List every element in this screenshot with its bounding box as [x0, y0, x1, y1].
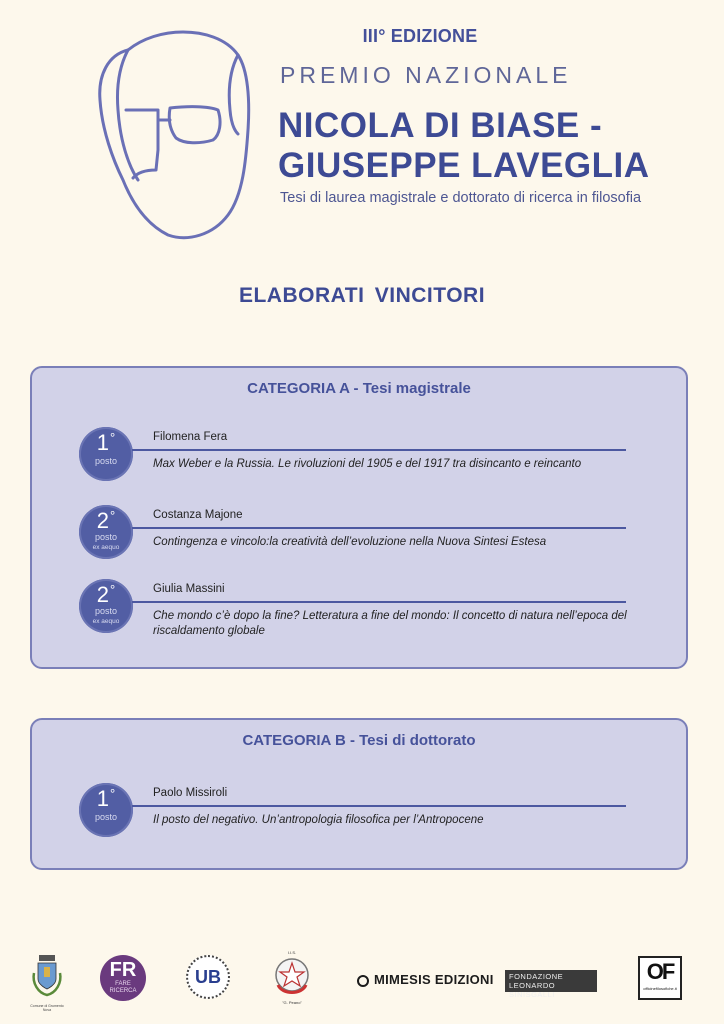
prize-title-line2: GIUSEPPE LAVEGLIA: [278, 146, 650, 185]
winner-name: Paolo Missiroli: [153, 787, 228, 799]
university-logo: UB: [186, 955, 230, 999]
winner-name: Giulia Massini: [153, 583, 225, 595]
comune-logo: [30, 953, 64, 1012]
divider: [132, 449, 626, 451]
coat-of-arms-icon: [30, 953, 64, 999]
header: [0, 0, 724, 250]
ex-aequo-label: ex aequo: [92, 618, 120, 625]
posto-label: posto: [94, 532, 118, 542]
mimesis-logo: MIMESIS EDIZIONI: [357, 972, 494, 987]
category-a-card: [30, 366, 688, 669]
winner-name: Costanza Majone: [153, 509, 243, 521]
place-number: 2: [96, 582, 110, 607]
category-title: CATEGORIA A - Tesi magistrale: [247, 380, 471, 397]
place-badge: 2° posto ex aequo: [79, 505, 133, 559]
divider: [132, 527, 626, 529]
thesis-title: Il posto del negativo. Un’antropologia filosofica per l’Antropocene: [153, 814, 484, 826]
thesis-title: Contingenza e vincolo:la creatività dell’evoluzione nella Nuova Sintesi Estesa: [153, 536, 547, 548]
place-number: 1: [96, 786, 110, 811]
italian-emblem-icon: [272, 955, 312, 999]
section-title: ELABORATI VINCITORI: [238, 284, 486, 307]
place-badge: 1° posto: [79, 783, 133, 837]
comune-caption: Comune di Grumento Nova: [30, 1004, 64, 1012]
place-number: 2: [96, 508, 110, 533]
fondazione-sinisgalli-logo: FONDAZIONE LEONARDO SINISGALLI: [505, 970, 597, 992]
posto-label: posto: [94, 812, 118, 822]
place-badge: 1° posto: [79, 427, 133, 481]
officine-filosofiche-logo: OF officinefilosofiche.it: [638, 956, 682, 1000]
prize-title-line1: NICOLA DI BIASE -: [278, 106, 603, 145]
prize-subtitle: Tesi di laurea magistrale e dottorato di ricerca in filosofia: [280, 190, 642, 206]
category-title: CATEGORIA B - Tesi di dottorato: [242, 732, 476, 749]
place-number: 1: [96, 430, 110, 455]
fare-ricerca-logo: FR FARE RICERCA: [100, 955, 146, 1001]
divider: [132, 805, 626, 807]
category-b-card: [30, 718, 688, 870]
winner-name: Filomena Fera: [153, 431, 228, 443]
thesis-title: Max Weber e la Russia. Le rivoluzioni del 1905 e del 1917 tra disincanto e reincanto: [153, 458, 582, 470]
face-outline-icon: [88, 30, 258, 242]
posto-label: posto: [94, 606, 118, 616]
thesis-title: Che mondo c’è dopo la fine? Letteratura a fine del mondo: Il concetto di natura nell’epoca del riscaldamento globale: [153, 610, 627, 637]
place-badge: 2° posto ex aequo: [79, 579, 133, 633]
iis-peano-logo: I.I.S. "G. Peano": [270, 950, 314, 1012]
ex-aequo-label: ex aequo: [92, 544, 120, 551]
premio-label: PREMIO NAZIONALE: [280, 62, 572, 88]
posto-label: posto: [94, 456, 118, 466]
divider: [132, 601, 626, 603]
edition-label: III° EDIZIONE: [362, 26, 478, 46]
spiral-icon: [357, 975, 369, 987]
